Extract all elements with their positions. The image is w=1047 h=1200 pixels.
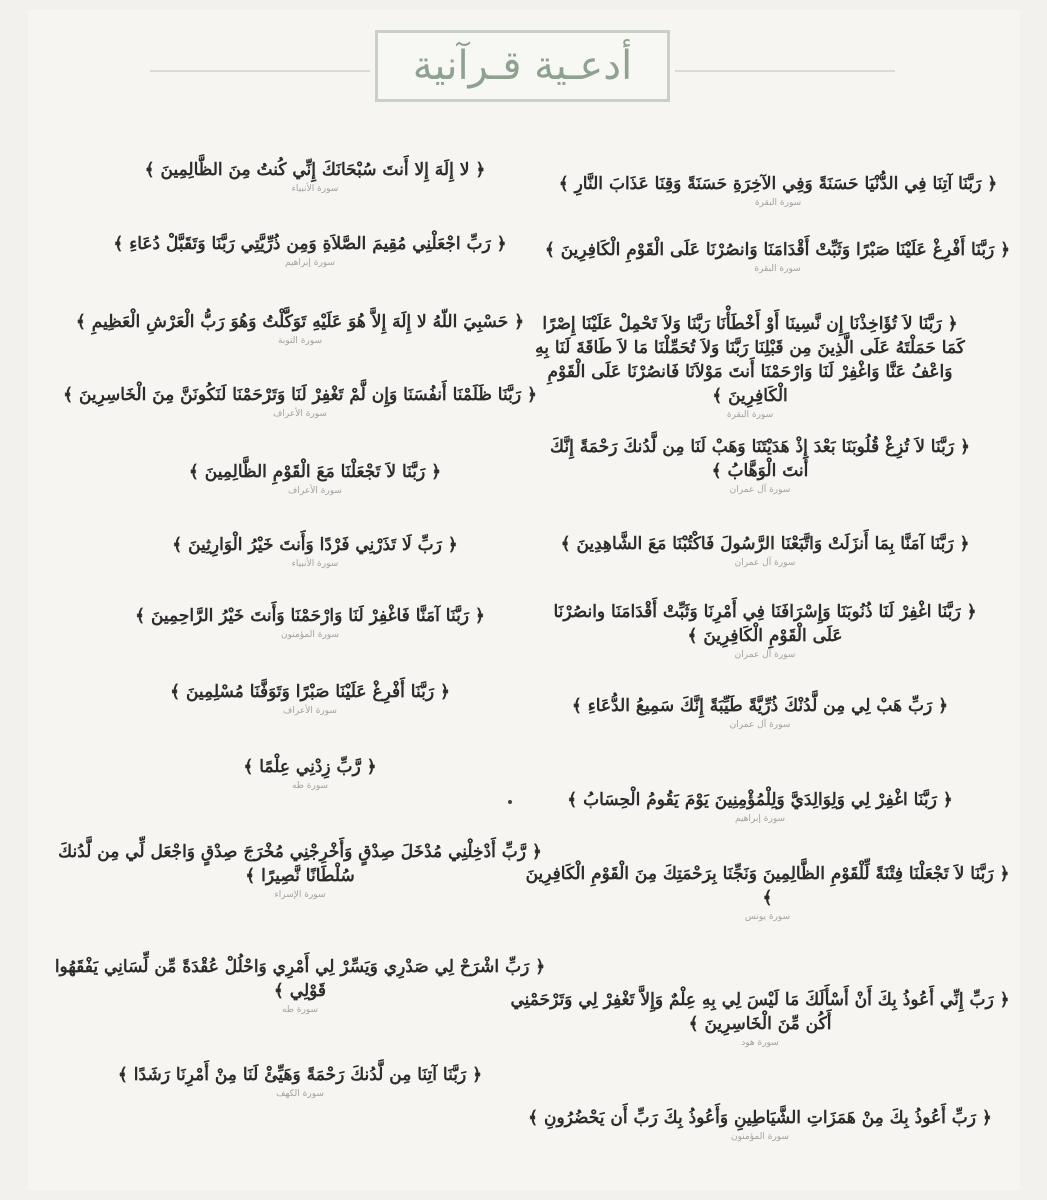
dua-source: سورة طه	[281, 1005, 319, 1015]
dua-source: سورة آل عمران	[734, 650, 796, 660]
dua-item	[160, 755, 460, 792]
dua-source: سورة البقرة	[726, 410, 774, 420]
dua-text: ﴿ رَّبِّ زِدْنِي عِلْمًا ﴾	[243, 757, 377, 777]
dua-text: ﴿ رَبَّنَا آمَنَّا فَاغْفِرْ لَنَا وَارْحَمْنَا وَأَنتَ خَيْرُ الرَّاحِمِينَ ﴾	[135, 606, 485, 626]
dua-item	[70, 1063, 530, 1100]
dua-source: سورة آل عمران	[734, 558, 796, 568]
dua-source: سورة الإسراء	[274, 890, 326, 900]
dua-item	[50, 840, 550, 901]
dua-text: ﴿ رَبِّ إِنِّي أَعُوذُ بِكَ أَنْ أَسْأَلَكَ مَا لَيْسَ لِي بِهِ عِلْمٌ وَإِلاَّ تَغْفِرْ لِي وَتَرْحَمْنِي أَكُن مِّنَ الْخَاسِرِينَ ﴾	[510, 990, 1010, 1034]
dua-source: سورة يونس	[744, 912, 791, 922]
dua-source: سورة البقرة	[754, 198, 802, 208]
dua-text: ﴿ رَبَّنَا اغْفِرْ لَنَا ذُنُوبَنَا وَإِسْرَافَنَا فِي أَمْرِنَا وَثَبِّتْ أَقْدَامَنَا وانصُرْنَا عَلَى الْقَوْمِ الْكَافِرِينَ ﴾	[553, 602, 977, 646]
title-divider-left	[150, 70, 370, 72]
dua-text: ﴿ رَبَّنَا لاَ تُؤَاخِذْنَا إِن نَّسِينَا أَوْ أَخْطَأْنَا رَبَّنَا وَلاَ تَحْمِلْ عَلَيْنَا إِصْرًا كَمَا حَمَلْتَهُ عَلَى الَّذِينَ مِن قَبْلِنَا رَبَّنَا وَلاَ تُحَمِّلْنَا مَا لاَ طَاقَةَ لَنَا بِهِ وَاعْفُ عَنَّا وَاغْفِرْ لَنَا وَارْحَمْنَا أَنتَ مَوْلاَنَا فَانصُرْنَا عَلَى الْقَوْمِ الْكَافِرِينَ ﴾	[535, 314, 965, 406]
dua-source: سورة الأعراف	[273, 409, 327, 419]
dua-item	[50, 955, 550, 1016]
dua-source: سورة إبراهيم	[734, 814, 786, 824]
dua-text: ﴿ رَبَّنَا اغْفِرْ لِي وَلِوَالِدَيَّ وَلِلْمُؤْمِنِينَ يَوْمَ يَقُومُ الْحِسَابُ ﴾	[567, 790, 953, 810]
title-banner	[0, 30, 1047, 110]
dua-item	[100, 680, 520, 717]
dua-text: ﴿ رَبَّنَا لاَ تَجْعَلْنَا مَعَ الْقَوْمِ الظَّالِمِينَ ﴾	[188, 462, 442, 482]
dua-item	[95, 158, 535, 195]
dua-item	[505, 1106, 1015, 1143]
dua-source: سورة التوبة	[277, 336, 323, 346]
dua-source: سورة هود	[741, 1038, 779, 1048]
dua-source: سورة الأعراف	[283, 706, 337, 716]
dua-text: ﴿ رَبَّنَا ظَلَمْنَا أَنفُسَنَا وَإِن لَّمْ تَغْفِرْ لَنَا وَتَرْحَمْنَا لَنَكُونَنَّ مِنَ الْخَاسِرِينَ ﴾	[63, 385, 537, 405]
dua-text: ﴿ رَّبِّ أَدْخِلْنِي مُدْخَلَ صِدْقٍ وَأَخْرِجْنِي مُخْرَجَ صِدْقٍ وَاجْعَل لِّي مِن لَّدُنكَ سُلْطَانًا نَّصِيرًا ﴾	[58, 842, 542, 886]
dua-text: ﴿ لا إِلَهَ إِلا أَنتَ سُبْحَانَكَ إِنِّي كُنتُ مِنَ الظَّالِمِينَ ﴾	[144, 160, 486, 180]
dua-source: سورة الأنبياء	[291, 184, 339, 194]
dua-item	[545, 600, 985, 661]
dua-item	[505, 988, 1015, 1049]
dua-text: ﴿ رَبَّنَا آمَنَّا بِمَا أَنزَلَتْ وَاتَّبَعْنَا الرَّسُولَ فَاكْتُبْنَا مَعَ الشَّاهِدِينَ ﴾	[560, 534, 970, 554]
page-title: أدعـية قـرآنية	[375, 30, 670, 102]
dua-source: سورة طه	[291, 781, 329, 791]
dua-source: سورة إبراهيم	[284, 258, 336, 268]
dua-text: ﴿ رَبِّ لَا تَذَرْنِي فَرْدًا وَأَنتَ خَيْرُ الْوَارِثِينَ ﴾	[172, 535, 458, 555]
dua-text: ﴿ رَبَّنَا لاَ تَجْعَلْنَا فِتْنَةً لِّلْقَوْمِ الظَّالِمِينَ وَنَجِّنَا بِرَحْمَتِكَ مِنَ الْقَوْمِ الْكَافِرِينَ ﴾	[525, 864, 1010, 908]
dua-item	[525, 788, 995, 825]
dua-text: ﴿ رَبَّنَا آتِنَا مِن لَّدُنكَ رَحْمَةً وَهَيِّئْ لَنَا مِنْ أَمْرِنَا رَشَدًا ﴾	[117, 1065, 483, 1085]
dua-source: سورة المؤمنون	[730, 1132, 789, 1142]
dua-text: ﴿ رَبِّ اجْعَلْنِي مُقِيمَ الصَّلاَةِ وَمِن ذُرِّيَّتِي رَبَّنَا وَتَقَبَّلْ دُعَاءِ ﴾	[113, 234, 507, 254]
dua-item	[540, 694, 980, 731]
dua-item	[50, 310, 550, 347]
dua-item	[540, 435, 980, 496]
dua-source: سورة آل عمران	[729, 485, 791, 495]
dua-text: ﴿ رَبِّ اشْرَحْ لِي صَدْرِي وَيَسِّرْ لِي أَمْرِي وَاحْلُلْ عُقْدَةً مِّن لِّسَانِي يَفْقَهُوا قَوْلِي ﴾	[54, 957, 546, 1001]
dua-source: سورة آل عمران	[729, 720, 791, 730]
dua-item	[535, 532, 995, 569]
dua-source: سورة البقرة	[754, 264, 801, 274]
dua-text: ﴿ رَبِّ أَعُوذُ بِكَ مِنْ هَمَزَاتِ الشَّيَاطِينِ وَأَعُوذُ بِكَ رَبِّ أَن يَحْضُرُونِ ﴾	[528, 1108, 992, 1128]
dua-source: سورة الأعراف	[288, 486, 342, 496]
title-divider-right	[675, 70, 895, 72]
dua-item	[120, 460, 510, 497]
dua-text: ﴿ رَبَّنَا لاَ تُزِغْ قُلُوبَنَا بَعْدَ إِذْ هَدَيْتَنَا وَهَبْ لَنَا مِن لَّدُنكَ رَحْمَةً إِنَّكَ أَنتَ الْوَهَّابُ ﴾	[550, 437, 970, 481]
dua-source: سورة المؤمنون	[280, 630, 339, 640]
dua-text: ﴿ رَبِّ هَبْ لِي مِن لَّدُنْكَ ذُرِّيَّةً طَيِّبَةً إِنَّكَ سَمِيعُ الدُّعَاءِ ﴾	[571, 696, 949, 716]
dua-item	[120, 533, 510, 570]
dua-source: سورة الكهف	[276, 1089, 324, 1099]
dua-item	[520, 862, 1015, 923]
dua-text: ﴿ رَبَّنَا آتِنَا فِي الدُّنْيَا حَسَنَةً وَفِي الآخِرَةِ حَسَنَةً وَقِنَا عَذَابَ النَّارِ ﴾	[558, 174, 998, 194]
dua-text: ﴿ رَبَّنَا أَفْرِغْ عَلَيْنَا صَبْرًا وَتَوَفَّنَا مُسْلِمِينَ ﴾	[170, 682, 450, 702]
dua-source: سورة الأنبياء	[291, 559, 339, 569]
dua-text: ﴿ رَبَّنَا أَفْرِغْ عَلَيْنَا صَبْرًا وَثَبِّتْ أَقْدَامَنَا وَانصُرْنَا عَلَى الْقَوْمِ الْكَافِرِينَ ﴾	[544, 240, 1011, 260]
dua-item	[40, 383, 560, 420]
dua-text: ﴿ حَسْبِيَ اللّهُ لا إِلَهَ إِلاَّ هُوَ عَلَيْهِ تَوَكَّلْتُ وَهُوَ رَبُّ الْعَرْشِ الْعَظِيمِ ﴾	[75, 312, 525, 332]
decorative-dot	[508, 800, 512, 804]
dua-item	[80, 232, 540, 269]
dua-item	[530, 312, 970, 421]
dua-item	[548, 172, 1008, 209]
dua-item	[80, 604, 540, 641]
dua-item	[530, 238, 1025, 275]
